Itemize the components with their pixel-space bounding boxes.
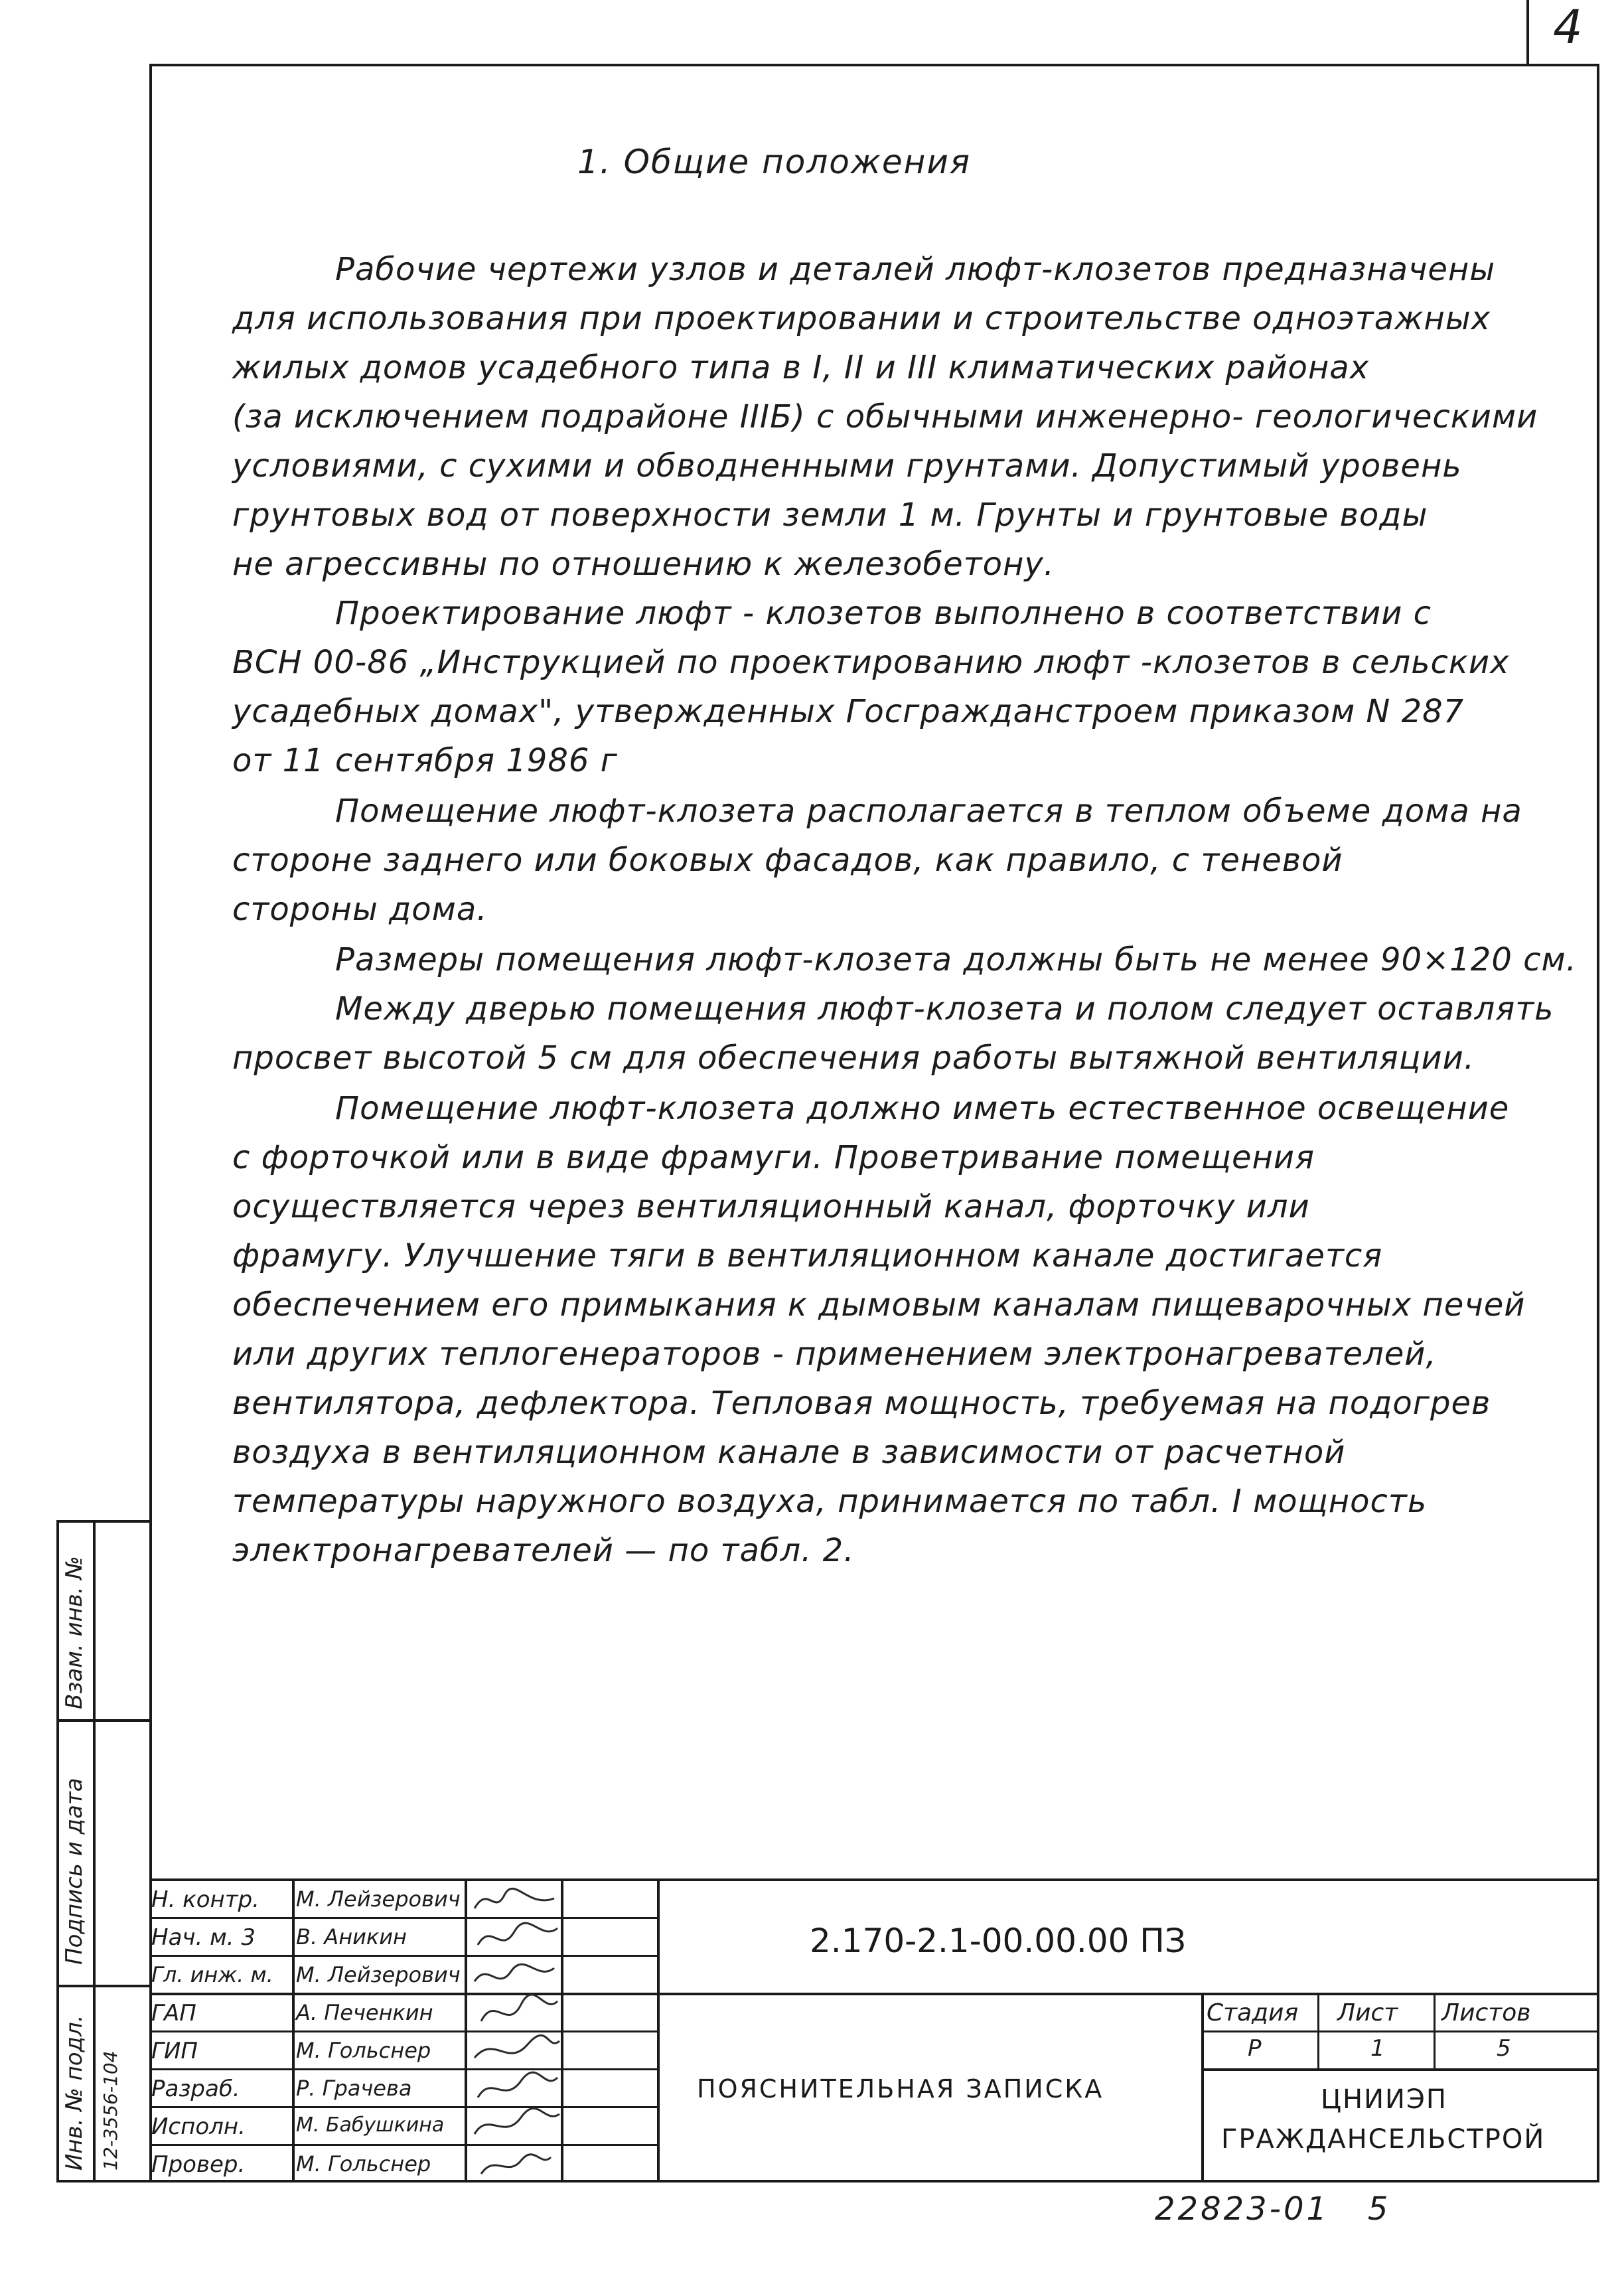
text-line: Проектирование люфт - клозетов выполнено в соответствии с	[335, 595, 1432, 632]
side-label-original-inv: Инв. № подл.	[61, 2015, 88, 2171]
document-designation: 2.170-2.1-00.00.00 ПЗ	[810, 1922, 1186, 1960]
role-label: Разраб.	[151, 2076, 240, 2102]
side-label-replacement-inv: Взам. инв. №	[61, 1556, 88, 1709]
text-line: условиями, с сухими и обводненными грунтами. Допустимый уровень	[232, 447, 1462, 485]
text-line: Помещение люфт-клозета располагается в теплом объеме дома на	[335, 793, 1522, 830]
person-name: Р. Грачева	[296, 2076, 412, 2101]
text-line: жилых домов усадебного типа в I, II и III климатических районах	[232, 349, 1370, 386]
text-line: стороны дома.	[232, 891, 488, 928]
role-label: ГИП	[151, 2038, 198, 2064]
role-label: ГАП	[151, 2000, 196, 2027]
person-name: В. Аникин	[296, 1924, 407, 1950]
text-line: стороне заднего или боковых фасадов, как правило, с теневой	[232, 842, 1343, 879]
text-line: Размеры помещения люфт-клозета должны быть не менее 90×120 см.	[335, 941, 1577, 978]
text-line: Помещение люфт-клозета должно иметь естественное освещение	[335, 1090, 1510, 1127]
organization-line2: ГРАЖДАНСЕЛЬСТРОЙ	[1221, 2124, 1546, 2155]
inventory-number: 12-3556-104	[100, 2050, 121, 2171]
text-line: фрамугу. Улучшение тяги в вентиляционном канале достигается	[232, 1237, 1383, 1274]
text-line: электронагревателей — по табл. 2.	[232, 1532, 855, 1569]
sheet-corner-number: 4	[1553, 0, 1583, 54]
signatures-image	[468, 1882, 561, 2181]
sheets-value: 5	[1497, 2035, 1511, 2062]
text-line: температуры наружного воздуха, принимается по табл. I мощность	[232, 1483, 1428, 1520]
role-label: Исполн.	[151, 2113, 246, 2140]
side-label-signature-date: Подпись и дата	[61, 1778, 88, 1965]
text-line: просвет высотой 5 см для обеспечения работы вытяжной вентиляции.	[232, 1039, 1475, 1077]
text-line: грунтовых вод от поверхности земли 1 м. Грунты и грунтовые воды	[232, 497, 1428, 534]
text-line: (за исключением подрайоне IIIБ) с обычными инженерно- геологическими	[232, 398, 1538, 435]
role-label: Нач. м. 3	[151, 1924, 256, 1951]
section-heading: 1. Общие положения	[577, 143, 971, 181]
sheet-value: 1	[1370, 2035, 1385, 2062]
person-name: М. Гольснер	[296, 2038, 431, 2063]
text-line: с форточкой или в виде фрамуги. Проветривание помещения	[232, 1139, 1315, 1176]
text-line: от 11 сентября 1986 г	[232, 742, 618, 779]
text-line: или других теплогенераторов - применением электронагревателей,	[232, 1336, 1437, 1373]
stage-header: Стадия	[1207, 1999, 1299, 2027]
text-line: осуществляется через вентиляционный канал, форточку или	[232, 1188, 1310, 1225]
text-line: ВСН 00-86 „Инструкцией по проектированию люфт -клозетов в сельских	[232, 644, 1510, 681]
text-line: обеспечением его примыкания к дымовым каналам пищеварочных печей	[232, 1286, 1526, 1324]
organization-line1: ЦНИИЭП	[1321, 2084, 1447, 2115]
role-label: Гл. инж. м.	[151, 1962, 273, 1987]
text-line: Между дверью помещения люфт-клозета и полом следует оставлять	[335, 990, 1554, 1028]
footer-stamp: 22823-01 5	[1155, 2190, 1391, 2228]
sheet-corner-box	[1526, 0, 1622, 64]
role-label: Н. контр.	[151, 1886, 259, 1913]
person-name: М. Бабушкина	[296, 2113, 445, 2137]
person-name: М. Гольснер	[296, 2151, 431, 2177]
text-line: вентилятора, дефлектора. Тепловая мощность, требуемая на подогрев	[232, 1385, 1491, 1422]
sheets-header: Листов	[1441, 1999, 1531, 2027]
text-line: для использования при проектировании и строительстве одноэтажных	[232, 300, 1491, 337]
text-line: не агрессивны по отношению к железобетону.	[232, 546, 1055, 583]
person-name: А. Печенкин	[296, 2000, 433, 2025]
document-name: ПОЯСНИТЕЛЬНАЯ ЗАПИСКА	[697, 2074, 1104, 2104]
person-name: М. Лейзерович	[296, 1886, 461, 1912]
sheet-header: Лист	[1337, 1999, 1398, 2027]
text-line: воздуха в вентиляционном канале в зависимости от расчетной	[232, 1434, 1346, 1471]
person-name: М. Лейзерович	[296, 1962, 461, 1987]
role-label: Провер.	[151, 2151, 246, 2178]
text-line: Рабочие чертежи узлов и деталей люфт-клозетов предназначены	[335, 251, 1496, 288]
stage-value: Р	[1248, 2035, 1262, 2062]
text-line: усадебных домах", утвержденных Госгражданстроем приказом N 287	[232, 693, 1465, 730]
